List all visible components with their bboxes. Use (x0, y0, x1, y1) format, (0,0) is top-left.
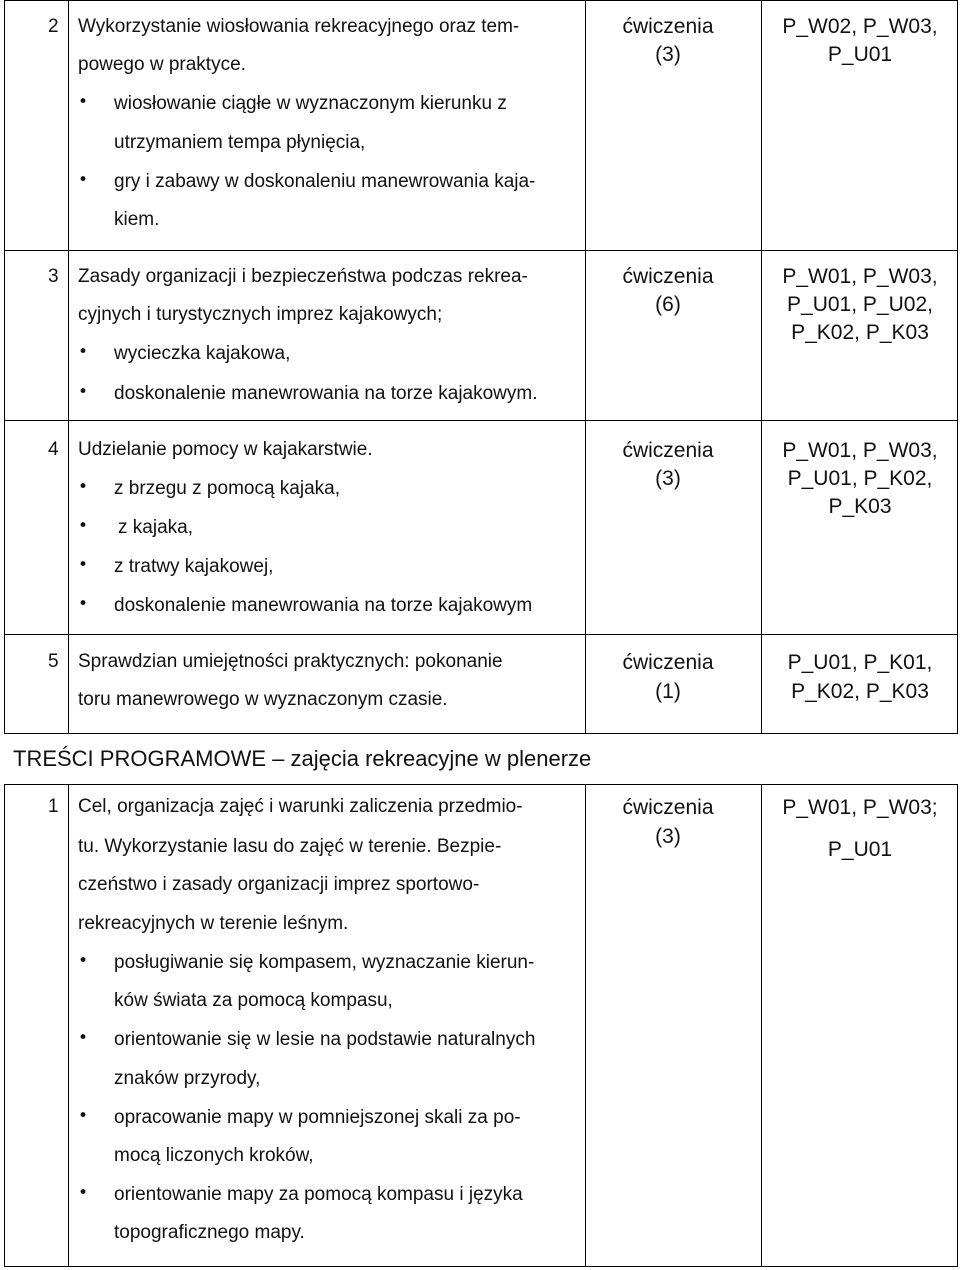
topic-line: mocą liczonych kroków, (114, 1145, 314, 1166)
topic-line: Udzielanie pomocy w kajakarstwie. (78, 439, 373, 460)
class-hours: (6) (655, 293, 681, 316)
row-divider (4, 420, 958, 421)
topic-line: opracowanie mapy w pomniejszonej skali za po- (114, 1107, 521, 1128)
bullet-icon: • (78, 382, 89, 402)
learning-outcomes: P_W01, P_W03, (782, 265, 938, 288)
topic-line: orientowanie się w lesie na podstawie naturalnych (114, 1029, 536, 1050)
topic-line: posługiwanie się kompasem, wyznaczanie kierun- (114, 952, 535, 973)
learning-outcomes: P_K02, P_K03 (791, 680, 929, 703)
bullet-icon: • (78, 477, 89, 497)
table-border-top (4, 0, 958, 1)
table-border-bottom (4, 1266, 958, 1267)
topic-line: toru manewrowego w wyznaczonym czasie. (78, 689, 448, 710)
topic-line: z brzegu z pomocą kajaka, (114, 478, 341, 499)
topic-line: doskonalenie manewrowania na torze kajakowym. (114, 383, 538, 404)
table-border-bottom (4, 733, 958, 734)
topic-line: znaków przyrody, (114, 1068, 261, 1089)
topic-line: ków świata za pomocą kompasu, (114, 990, 393, 1011)
topic-line: Sprawdzian umiejętności praktycznych: pokonanie (78, 651, 503, 672)
topic-line: z kajaka, (118, 517, 193, 538)
table-border-right (957, 784, 958, 1267)
bullet-icon: • (78, 951, 89, 971)
topic-line: wycieczka kajakowa, (114, 343, 291, 364)
topic-line: doskonalenie manewrowania na torze kajakowym (114, 595, 533, 616)
table-border-right (957, 0, 958, 734)
section-title: TREŚCI PROGRAMOWE – zajęcia rekreacyjne w plenerze (13, 746, 592, 771)
learning-outcomes: P_U01 (827, 43, 893, 66)
table-border-left (4, 784, 5, 1267)
class-hours: (3) (655, 825, 681, 848)
topic-line: cyjnych i turystycznych imprez kajakowych; (78, 304, 443, 325)
bullet-icon: • (78, 342, 89, 362)
topic-line: Cel, organizacja zajęć i warunki zaliczenia przedmio- (78, 796, 523, 817)
bullet-icon: • (78, 594, 89, 614)
learning-outcomes: P_U01, P_U02, (787, 293, 933, 316)
class-hours: (3) (655, 43, 681, 66)
table-border-top (4, 784, 958, 785)
class-type: ćwiczenia (622, 265, 714, 288)
learning-outcomes: P_U01, P_K01, (787, 651, 933, 674)
class-type: ćwiczenia (622, 651, 714, 674)
class-type: ćwiczenia (622, 796, 714, 819)
topic-line: tu. Wykorzystanie lasu do zajęć w terenie. Bezpie- (78, 836, 502, 857)
column-divider (761, 0, 762, 734)
column-divider (585, 0, 586, 734)
topic-line: z tratwy kajakowej, (114, 556, 274, 577)
class-hours: (3) (655, 467, 681, 490)
bullet-icon: • (78, 1028, 89, 1048)
topic-line: utrzymaniem tempa płynięcia, (114, 132, 366, 153)
class-type: ćwiczenia (622, 15, 714, 38)
learning-outcomes: P_K02, P_K03 (791, 321, 929, 344)
column-divider (68, 784, 69, 1267)
topic-line: Wykorzystanie wiosłowania rekreacyjnego oraz tem- (78, 16, 520, 37)
bullet-icon: • (78, 1106, 89, 1126)
bullet-icon: • (78, 516, 89, 536)
row-number: 1 (48, 796, 59, 817)
learning-outcomes: P_W01, P_W03; (782, 796, 938, 819)
class-type: ćwiczenia (622, 439, 714, 462)
row-divider (4, 250, 958, 251)
class-hours: (1) (655, 680, 681, 703)
row-number: 2 (48, 16, 59, 37)
learning-outcomes: P_U01, P_K02, (787, 467, 933, 490)
learning-outcomes: P_W02, P_W03, (782, 15, 938, 38)
bullet-icon: • (78, 170, 89, 190)
topic-line: powego w praktyce. (78, 54, 246, 75)
column-divider (585, 784, 586, 1267)
learning-outcomes: P_K03 (828, 495, 892, 518)
learning-outcomes: P_W01, P_W03, (782, 439, 938, 462)
bullet-icon: • (78, 92, 89, 112)
table-border-left (4, 0, 5, 734)
row-number: 3 (48, 266, 59, 287)
topic-line: gry i zabawy w doskonaleniu manewrowania kaja- (114, 171, 536, 192)
row-number: 5 (48, 651, 59, 672)
topic-line: Zasady organizacji i bezpieczeństwa podczas rekrea- (78, 266, 528, 287)
topic-line: topograficznego mapy. (114, 1222, 305, 1243)
topic-line: czeństwo i zasady organizacji imprez sportowo- (78, 874, 480, 895)
learning-outcomes: P_U01 (827, 838, 893, 861)
topic-line: orientowanie mapy za pomocą kompasu i języka (114, 1184, 523, 1205)
row-divider (4, 634, 958, 635)
bullet-icon: • (78, 1183, 89, 1203)
row-number: 4 (48, 439, 59, 460)
topic-line: wiosłowanie ciągłe w wyznaczonym kierunku z (114, 93, 507, 114)
column-divider (68, 0, 69, 734)
topic-line: rekreacyjnych w terenie leśnym. (78, 913, 349, 934)
topic-line: kiem. (114, 209, 160, 230)
bullet-icon: • (78, 555, 89, 575)
